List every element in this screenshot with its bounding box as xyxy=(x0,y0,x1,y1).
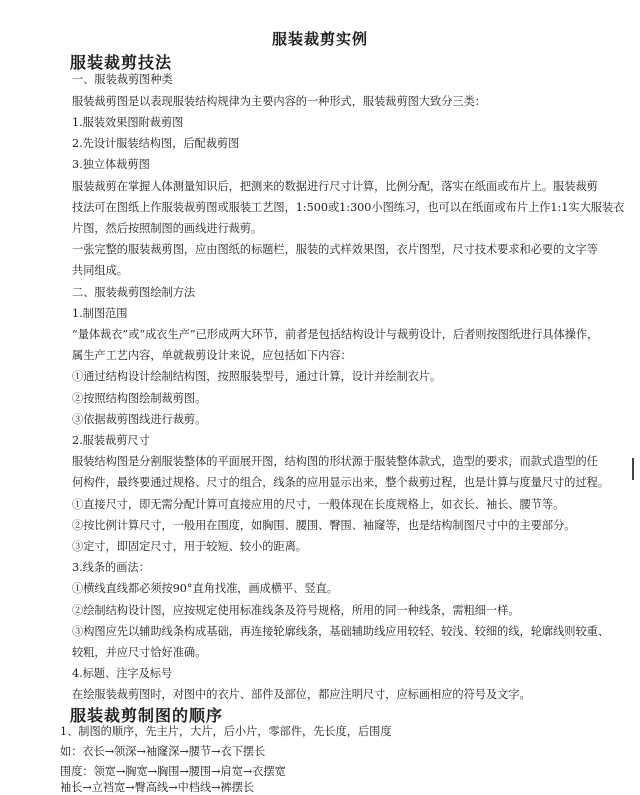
subheading-line: 一、服装裁剪图种类 xyxy=(72,73,173,86)
list-item: 1、制图的顺序，先主片，大片，后小片，零部件，先长度，后围度 xyxy=(60,725,392,738)
scan-edge-mark xyxy=(632,458,634,480)
text-line: 服装裁剪在掌握人体测量知识后，把测来的数据进行尺寸计算，比例分配，落实在纸面或布片上。服装裁剪 xyxy=(72,180,598,193)
text-line: 围度：领宽→胸宽→胸围→腰围→肩宽→衣摆宽 xyxy=(60,765,286,778)
text-line: “量体裁衣”或“成衣生产”已形成两大环节，前者是包括结构设计与裁剪设计，后者则按图纸进行具体操作， xyxy=(72,328,599,341)
list-item: ③构图应先以辅助线条构成基础，再连接轮廓线条，基础辅助线应用较轻、较浅、较细的线，轮廓线则较重、 xyxy=(72,625,610,638)
text-line: 技法可在图纸上作服装裁剪图或服装工艺图，1:500或1:300小图练习，也可以在纸面或布片上作1:1实大服装衣 xyxy=(72,201,625,214)
text-line: 袖长→立裆宽→臀高线→中档线→裤摆长 xyxy=(60,781,255,794)
list-item: 1.制图范围 xyxy=(72,307,128,320)
text-line: 在绘服装裁剪图时，对图中的衣片、部件及部位，都应注明尺寸，应标画相应的符号及文字。 xyxy=(72,688,531,701)
list-item: 4.标题、注字及标号 xyxy=(72,667,173,680)
list-item: ①通过结构设计绘制结构图，按照服装型号，通过计算，设计并绘制衣片。 xyxy=(72,370,442,383)
list-item: 1.服装效果图附裁剪图 xyxy=(72,116,184,129)
list-item: ③依据裁剪图线进行裁剪。 xyxy=(72,413,207,426)
list-item: ②按比例计算尺寸，一般用在围度，如胸围、腰围、臀围、袖窿等，也是结构制图尺寸中的主要部分。 xyxy=(72,519,576,532)
list-item: 2.先设计服装结构图，后配裁剪图 xyxy=(72,137,240,150)
list-item: 3.独立体裁剪图 xyxy=(72,158,150,171)
text-line: 服装裁剪图是以表现服装结构规律为主要内容的一种形式，服装裁剪图大致分三类： xyxy=(72,95,486,108)
text-line: 服装结构图是分割服装整体的平面展开图，结构图的形状源于服装整体款式，造型的要求，而款式造型的任 xyxy=(72,455,598,468)
text-line: 属生产工艺内容，单就裁剪设计来说，应包括如下内容： xyxy=(72,349,352,362)
list-item: 2.服装裁剪尺寸 xyxy=(72,434,150,447)
list-item: 3.线条的画法： xyxy=(72,561,150,574)
section-heading-drafting-order: 服装裁剪制图的顺序 xyxy=(70,706,224,725)
text-line: 共同组成。 xyxy=(72,264,128,277)
text-line: 如：衣长→领深→袖窿深→腰节→衣下摆长 xyxy=(60,745,266,758)
text-line: 一张完整的服装裁剪图，应由图纸的标题栏，服装的式样效果图，衣片图型，尺寸技术要求和必要的文字等 xyxy=(72,243,598,256)
list-item: ②绘制结构设计图，应按规定使用标准线条及符号规格，所用的同一种线条，需粗细一样。 xyxy=(72,604,520,617)
text-line: 何构件，最终要通过规格、尺寸的组合，线条的应用显示出来，整个裁剪过程，也是计算与度量尺寸的过程。 xyxy=(72,476,610,489)
list-item: ③定寸，即固定尺寸，用于较短、较小的距离。 xyxy=(72,540,307,553)
list-item: ①横线直线都必须按90°直角找准，画成横平、竖直。 xyxy=(72,582,338,595)
document-title: 服装裁剪实例 xyxy=(271,30,368,48)
list-item: ①直接尺寸，即无需分配计算可直接应用的尺寸，一般体现在长度规格上，如衣长、袖长、腰节等。 xyxy=(72,498,565,511)
list-item: ②按照结构图绘制裁剪图。 xyxy=(72,392,207,405)
text-line: 片图，然后按照制图的画线进行裁剪。 xyxy=(72,222,263,235)
section-heading-techniques: 服装裁剪技法 xyxy=(70,53,173,72)
text-line: 较粗，并应尺寸恰好准确。 xyxy=(72,646,207,659)
subheading-line: 二、服装裁剪图绘制方法 xyxy=(72,286,196,299)
